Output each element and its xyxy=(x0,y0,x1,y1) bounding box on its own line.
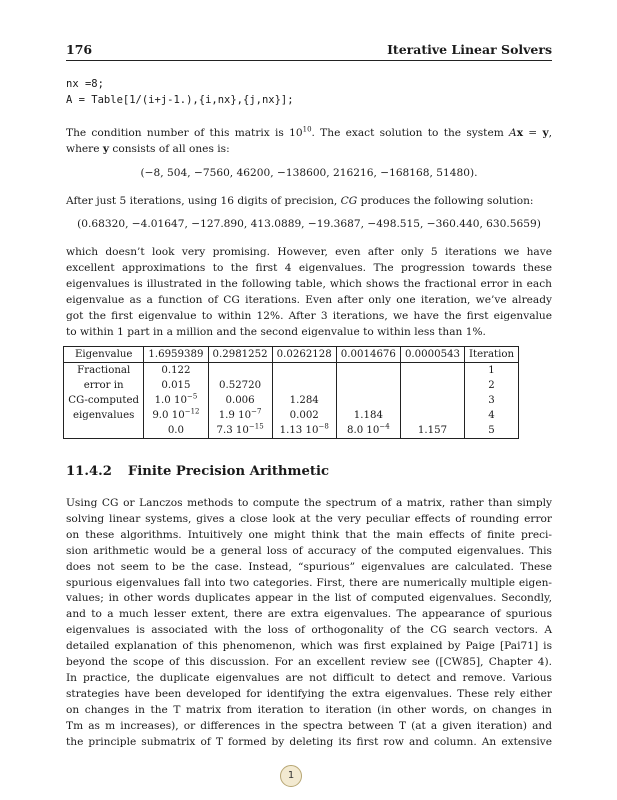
code-line-2: A = Table[1/(i+j-1.),{i,nx},{j,nx}]; xyxy=(66,94,294,106)
row-label: CG-computed xyxy=(64,393,144,408)
table-cell: 0.002 xyxy=(272,408,336,423)
table-cell xyxy=(400,363,464,379)
body-line: the principle submatrix of T formed by deleting its first row and column. An extensive xyxy=(66,735,552,748)
section-heading xyxy=(66,464,329,479)
table-row xyxy=(64,363,519,379)
body-line: detailed explanation of this phenomenon, which was first explained by Paige [Pai71] is xyxy=(66,640,552,653)
paragraph-line: got the first eigenvalue to within 12%. After 3 iterations, we have the first eigenvalue xyxy=(66,310,552,322)
page-badge: 1 xyxy=(280,765,302,787)
table-row xyxy=(64,393,519,408)
iteration-cell: 3 xyxy=(465,393,519,408)
cg-solution-vector: (0.68320, −4.01647, −127.890, 413.0889, −19.3687, −498.515, −360.440, 630.5659) xyxy=(77,218,541,230)
body-line: and to a much lesser extent, there are extra eigenvalues. The appearance of spurious xyxy=(66,608,552,621)
paragraph-condition xyxy=(66,125,552,157)
exact-solution-vector: (−8, 504, −7560, 46200, −138600, 216216, −168168, 51480). xyxy=(140,167,478,179)
running-header xyxy=(66,42,552,58)
body-line: beyond the scope of this discussion. For an excellent review see ([CW85], Chapter 4). xyxy=(66,656,552,669)
page-number: 176 xyxy=(66,42,93,57)
table-row xyxy=(64,423,519,439)
table-cell xyxy=(400,393,464,408)
iteration-cell: 1 xyxy=(465,363,519,379)
table-cell xyxy=(400,378,464,393)
table-cell xyxy=(336,393,400,408)
paragraph-condition-line-2: where y consists of all ones is: xyxy=(66,143,230,155)
table-cell: 1.157 xyxy=(400,423,464,439)
table-cell: 9.0 $10^{-12}$ xyxy=(144,408,208,423)
paragraph-line: to within 1 part in a million and the second eigenvalue to within less than 1%. xyxy=(66,326,486,338)
table-header-cell: 0.2981252 xyxy=(208,347,272,363)
table-cell: 0.0 xyxy=(144,423,208,439)
paragraph-line: eigenvalue as a function of CG iterations. Even after only one iteration, we’ve already xyxy=(66,294,552,306)
table-cell xyxy=(208,363,272,379)
table-header-row xyxy=(64,347,519,363)
table-cell: 0.52720 xyxy=(208,378,272,393)
row-label: error in xyxy=(64,378,144,393)
table-cell xyxy=(400,408,464,423)
table-cell xyxy=(336,378,400,393)
body-line: values; in other words duplicates appear in the list of computed eigenvalues. Secondly, xyxy=(66,592,552,605)
section-title: Finite Precision Arithmetic xyxy=(127,464,329,479)
table-cell: 0.122 xyxy=(144,363,208,379)
table-cell xyxy=(272,363,336,379)
eigenvalue-error-table xyxy=(63,346,519,439)
table-header-cell: Iteration xyxy=(465,347,519,363)
paragraph-iterations: After just 5 iterations, using 16 digits of precision, CG produces the following solution: xyxy=(66,195,534,207)
paragraph-line: excellent approximations to the first 4 eigenvalues. The progression towards these xyxy=(66,262,552,274)
table-header-cell: Eigenvalue xyxy=(64,347,144,363)
table-cell xyxy=(336,363,400,379)
body-line: eigenvalues is associated with the loss of orthogonality of the CG search vectors. A xyxy=(66,624,552,637)
table-row xyxy=(64,378,519,393)
iteration-cell: 5 xyxy=(465,423,519,439)
table-cell: 1.284 xyxy=(272,393,336,408)
row-label: eigenvalues xyxy=(64,408,144,423)
table-cell: 1.9 $10^{-7}$ xyxy=(208,408,272,423)
body-line: on these algorithms. Intuitively one might think that the main effects of finite preci- xyxy=(66,528,552,541)
body-line: solving linear systems, gives a close look at the very peculiar effects of rounding error xyxy=(66,512,552,525)
paragraph-condition-line-1: The condition number of this matrix is $10^{10}$. The exact solution to the system Ax = y, xyxy=(66,125,552,139)
row-label xyxy=(64,423,144,439)
body-line: on changes in the T matrix from iteration to iteration (in other words, on changes in xyxy=(66,703,552,716)
table-row xyxy=(64,408,519,423)
section-body xyxy=(66,496,552,751)
body-line: Using CG or Lanczos methods to compute the spectrum of a matrix, rather than simply xyxy=(66,497,552,509)
paragraph-line: which doesn’t look very promising. However, even after only 5 iterations we have xyxy=(66,246,552,258)
table-cell: 1.184 xyxy=(336,408,400,423)
table-header-cell: 0.0000543 xyxy=(400,347,464,363)
code-line-1: nx =8; xyxy=(66,78,104,90)
iteration-cell: 2 xyxy=(465,378,519,393)
row-label: Fractional xyxy=(64,363,144,379)
body-line: does not seem to be the case. Instead, “spurious” eigenvalues are calculated. These xyxy=(66,560,552,573)
paragraph-promising xyxy=(66,244,552,340)
iteration-cell: 4 xyxy=(465,408,519,423)
running-title: Iterative Linear Solvers xyxy=(387,42,552,57)
body-line: spurious eigenvalues fall into two categories. First, there are numerically multiple eigen- xyxy=(66,576,552,589)
table-cell: 0.015 xyxy=(144,378,208,393)
table-cell: 8.0 $10^{-4}$ xyxy=(336,423,400,439)
table-cell: 1.13 $10^{-8}$ xyxy=(272,423,336,439)
table-cell xyxy=(272,378,336,393)
body-line: strategies have been developed for identifying the extra eigenvalues. These rely either xyxy=(66,687,552,700)
table-cell: 1.0 $10^{-5}$ xyxy=(144,393,208,408)
body-line: In practice, the duplicate eigenvalues are not difficult to detect and remove. Various xyxy=(66,671,552,684)
body-line: sion arithmetic would be a general loss of accuracy of the computed eigenvalues. This xyxy=(66,544,552,557)
table-header-cell: 0.0014676 xyxy=(336,347,400,363)
section-number: 11.4.2 xyxy=(66,464,112,479)
paragraph-line: eigenvalues is illustrated in the following table, which shows the fractional error in each xyxy=(66,278,552,290)
table-cell: 7.3 $10^{-15}$ xyxy=(208,423,272,439)
body-line: Tm as m increases), or differences in the spectra between T (at a given iteration) and xyxy=(66,719,552,732)
table-header-cell: 0.0262128 xyxy=(272,347,336,363)
table-cell: 0.006 xyxy=(208,393,272,408)
table-header-cell: 1.6959389 xyxy=(144,347,208,363)
header-rule xyxy=(66,60,552,61)
